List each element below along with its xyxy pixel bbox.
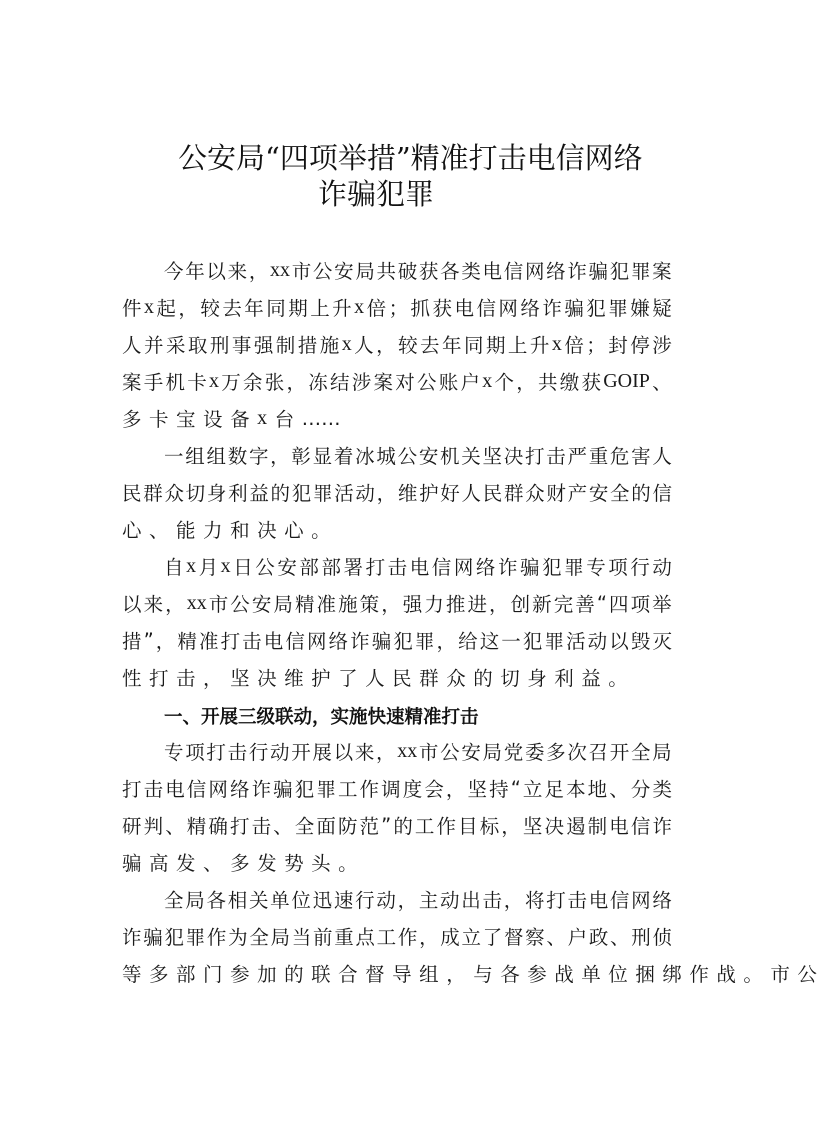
paragraph-line: 等 多 部 门 参 加 的 联 合 督 导 组 ， 与 各 参 战 单 位 捆 绑 作 战 。 市 公 bbox=[122, 963, 817, 986]
paragraph-line: 人 并 采 取 刑 事 强 制 措 施 x 人 ， 较 去 年 同 期 上 升 x 倍 ； 封 停 涉 bbox=[122, 332, 672, 357]
document-title-line-2: 诈骗犯罪 bbox=[318, 177, 435, 211]
paragraph-line: 诈 骗 犯 罪 作 为 全 局 当 前 重 点 工 作 ， 成 立 了 督 察 、 户 政 、 刑 侦 bbox=[122, 926, 672, 949]
document-title-line-1: 公安局“四项举措”精准打击电信网络 bbox=[178, 141, 643, 175]
paragraph-line: 打 击 电 信 网 络 诈 骗 犯 罪 工 作 调 度 会 ， 坚 持 “ 立 足 本 地 、 分 类 bbox=[122, 776, 672, 801]
paragraph-line: 今 年 以 来 ， xx 市 公 安 局 共 破 获 各 类 电 信 网 络 诈 骗 犯 罪 案 bbox=[164, 258, 672, 283]
paragraph-line: 心 、 能 力 和 决 心 。 bbox=[122, 519, 331, 542]
paragraph-line: 一 组 组 数 字 ， 彰 显 着 冰 城 公 安 机 关 坚 决 打 击 严 重 危 害 人 bbox=[164, 445, 672, 468]
paragraph-line: 案 手 机 卡 x 万 余 张 ， 冻 结 涉 案 对 公 账 户 x 个 ， 共 缴 获 GOIP 、 bbox=[122, 369, 672, 394]
paragraph-line: 多 卡 宝 设 备 x 台 …… bbox=[122, 406, 341, 431]
section-heading: 一、开展三级联动，实施快速精准打击 bbox=[164, 707, 479, 728]
paragraph-line: 骗 高 发 、 多 发 势 头 。 bbox=[122, 852, 358, 875]
paragraph-line: 件 x 起 ， 较 去 年 同 期 上 升 x 倍 ； 抓 获 电 信 网 络 诈 骗 犯 罪 嫌 疑 bbox=[122, 295, 672, 320]
paragraph-line: 措 ” ， 精 准 打 击 电 信 网 络 诈 骗 犯 罪 ， 给 这 一 犯 罪 活 动 以 毁 灭 bbox=[122, 628, 672, 653]
paragraph-line: 民 群 众 切 身 利 益 的 犯 罪 活 动 ， 维 护 好 人 民 群 众 财 产 安 全 的 信 bbox=[122, 482, 672, 505]
paragraph-line: 研 判 、 精 确 打 击 、 全 面 防 范 ” 的 工 作 目 标 ， 坚 决 遏 制 电 信 诈 bbox=[122, 813, 672, 838]
paragraph-line: 自 x 月 x 日 公 安 部 部 署 打 击 电 信 网 络 诈 骗 犯 罪 专 项 行 动 bbox=[164, 554, 672, 579]
paragraph-line: 全 局 各 相 关 单 位 迅 速 行 动 ， 主 动 出 击 ， 将 打 击 电 信 网 络 bbox=[164, 889, 672, 912]
paragraph-line: 专 项 打 击 行 动 开 展 以 来 ， xx 市 公 安 局 党 委 多 次 召 开 全 局 bbox=[164, 739, 672, 764]
paragraph-line: 以 来 ， xx 市 公 安 局 精 准 施 策 ， 强 力 推 进 ， 创 新 完 善 “ 四 项 举 bbox=[122, 591, 672, 616]
paragraph-line: 性 打 击 ， 坚 决 维 护 了 人 民 群 众 的 切 身 利 益 。 bbox=[122, 667, 628, 690]
